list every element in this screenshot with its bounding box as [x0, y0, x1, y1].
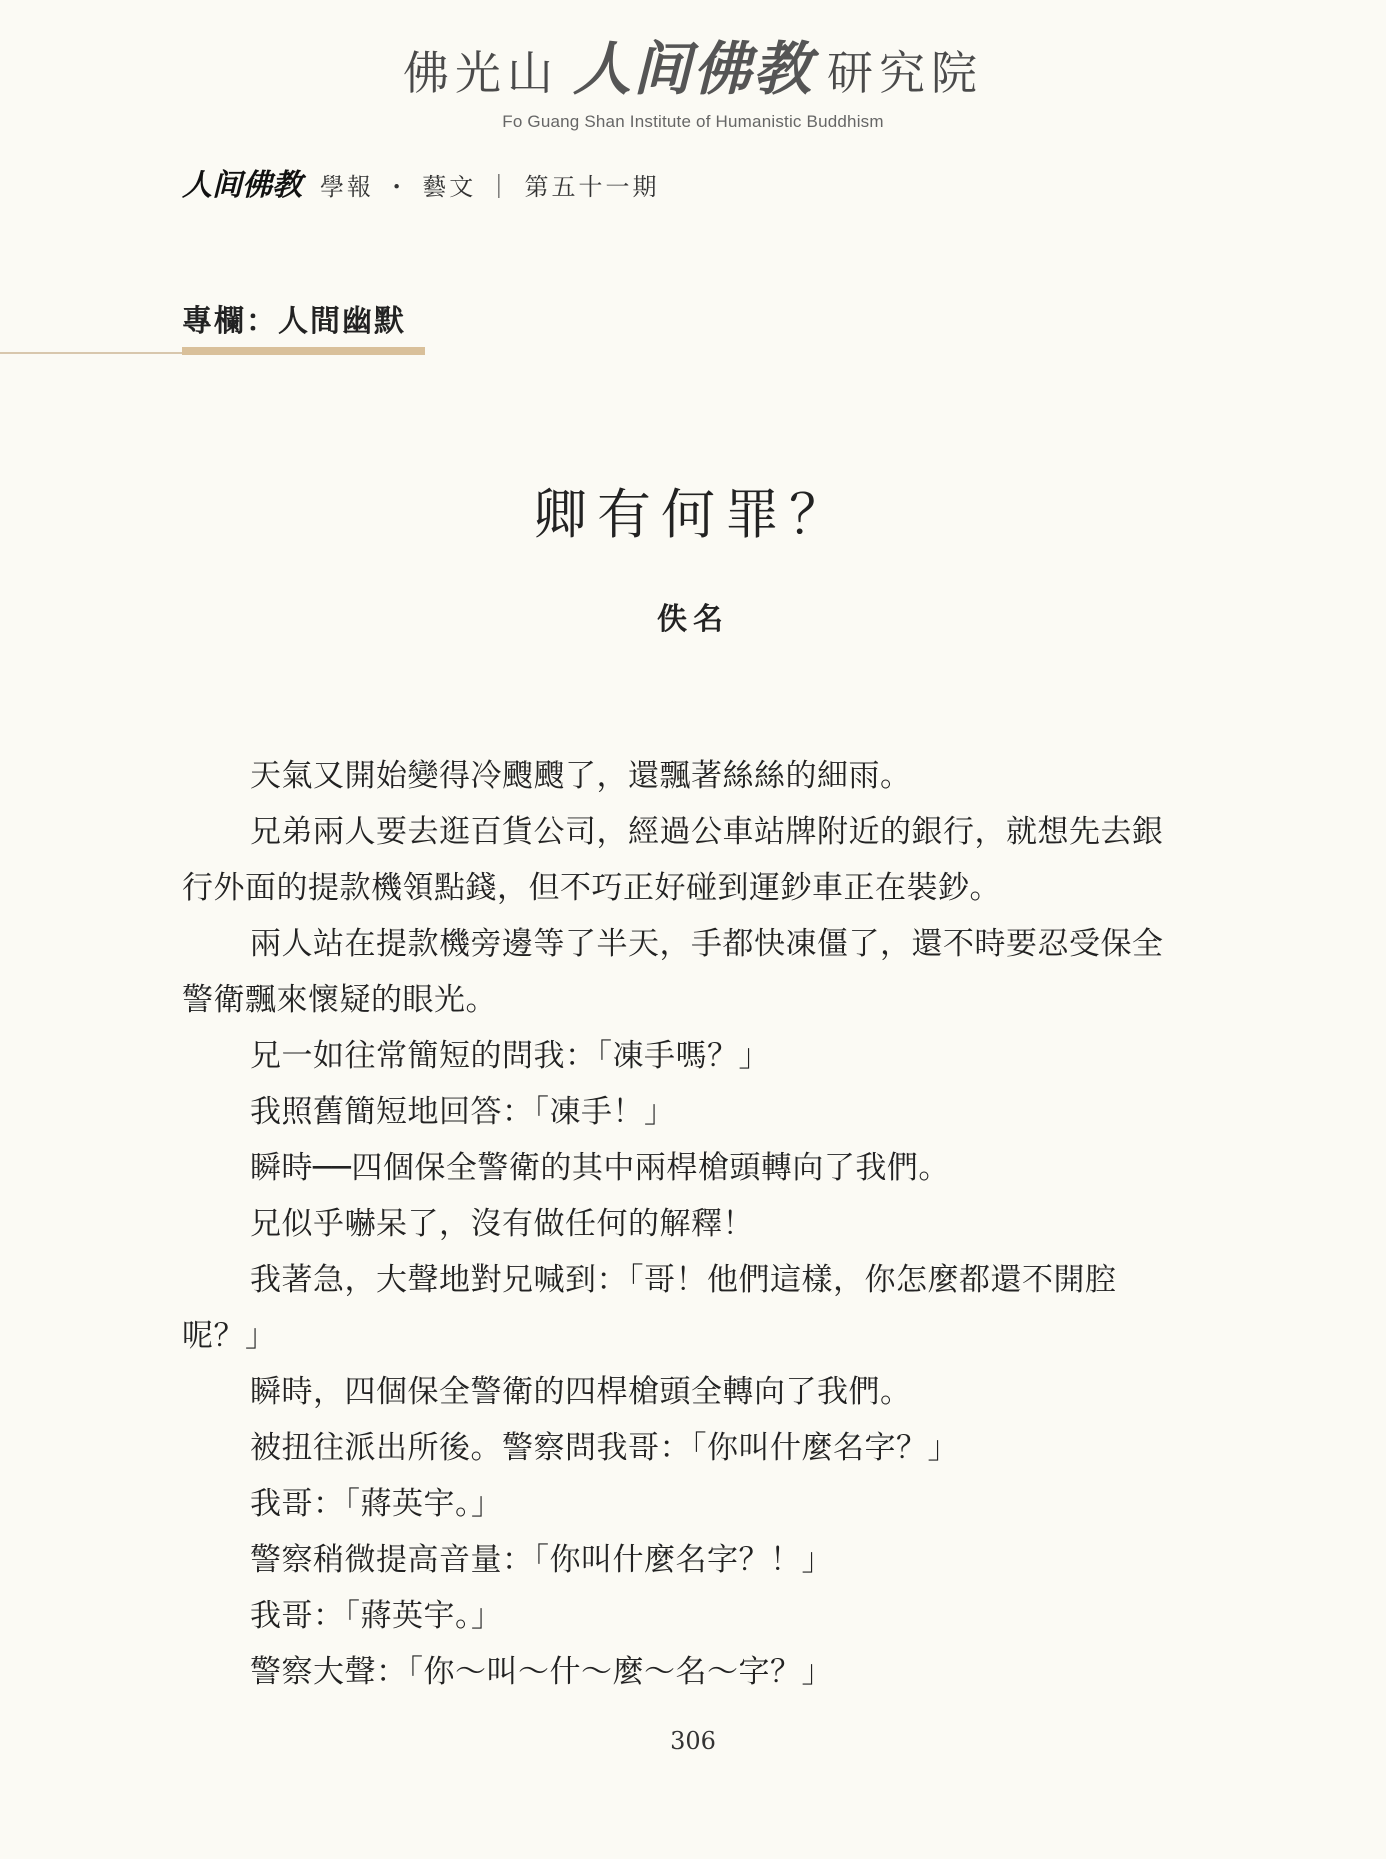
- paragraph: 瞬時，四個保全警衛的四桿槍頭全轉向了我們。: [250, 1374, 912, 1410]
- page-number: 306: [670, 1727, 716, 1755]
- journal-running-head: [182, 160, 660, 204]
- institute-logo: 人间佛教: [572, 35, 813, 103]
- paragraph: 警察大聲：「你～叫～什～麼～名～字？」: [250, 1654, 833, 1690]
- article-body: [182, 748, 1172, 1700]
- paragraph: 兄一如往常簡短的問我：「凍手嗎？」: [250, 1038, 770, 1074]
- article-author: 佚名: [657, 602, 729, 637]
- paragraph: 兄弟兩人要去逛百貨公司，經過公車站牌附近的銀行，就想先去銀行外面的提款機領點錢，但不巧正好碰到運鈔車正在裝鈔。: [182, 814, 1164, 906]
- column-label: 專欄：人間幽默: [182, 304, 406, 339]
- journal-logo: 人间佛教: [182, 168, 302, 203]
- column-underline-bar: [182, 347, 425, 355]
- paragraph: 被扭往派出所後。警察問我哥：「你叫什麼名字？」: [250, 1430, 959, 1466]
- institute-header: [0, 35, 1386, 132]
- paragraph: 瞬時──四個保全警衛的其中兩桿槍頭轉向了我們。: [250, 1150, 950, 1186]
- institute-english-name: Fo Guang Shan Institute of Humanistic Buddhism: [502, 112, 884, 131]
- paragraph: 警察稍微提高音量：「你叫什麼名字？！」: [250, 1542, 833, 1578]
- paragraph: 我照舊簡短地回答：「凍手！」: [250, 1094, 676, 1130]
- paragraph: 天氣又開始變得冷颼颼了，還飄著絲絲的細雨。: [250, 758, 912, 794]
- institute-prefix: 佛光山: [402, 46, 559, 100]
- journal-issue-label: 學報 ・ 藝文 ｜ 第五十一期: [320, 173, 660, 201]
- paragraph: 我哥：「蔣英宇。」: [250, 1486, 503, 1522]
- article-title: 卿有何罪？: [533, 483, 853, 546]
- institute-name: [0, 35, 1386, 103]
- paragraph: 兩人站在提款機旁邊等了半天，手都快凍僵了，還不時要忍受保全警衛飄來懷疑的眼光。: [182, 926, 1164, 1018]
- paragraph: 兄似乎嚇呆了，沒有做任何的解釋！: [250, 1206, 754, 1242]
- paragraph: 我哥：「蔣英宇。」: [250, 1598, 503, 1634]
- institute-suffix: 研究院: [827, 46, 983, 100]
- paragraph: 我著急，大聲地對兄喊到：「哥！他們這樣，你怎麼都還不開腔呢？」: [182, 1262, 1117, 1354]
